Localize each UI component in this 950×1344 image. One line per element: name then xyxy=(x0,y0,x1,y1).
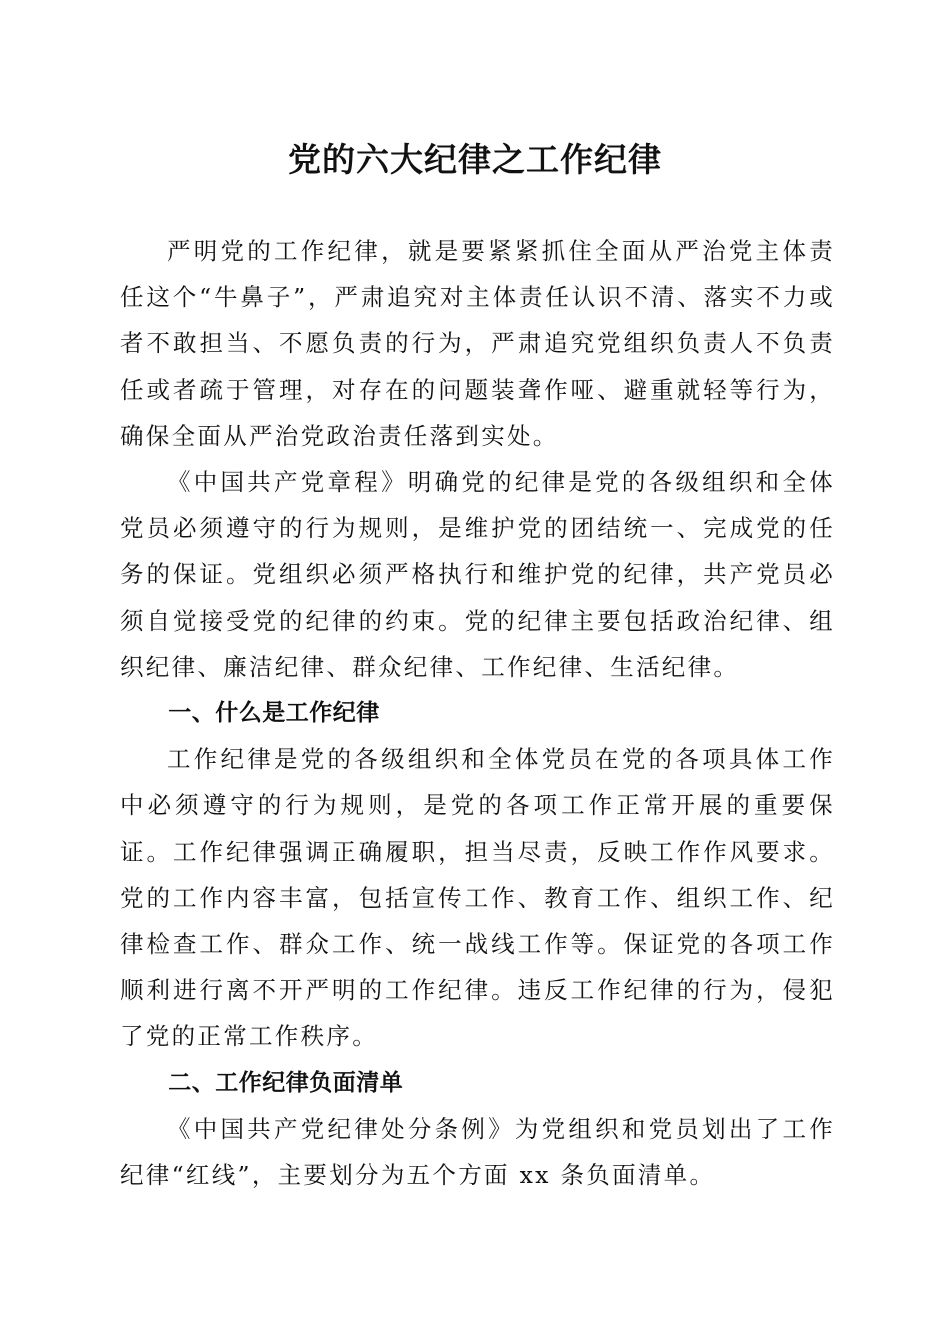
document-title: 党的六大纪律之工作纪律 xyxy=(288,140,662,179)
section-heading-what-is: 一、什么是工作纪律 xyxy=(168,700,380,727)
document-body xyxy=(120,228,835,1198)
paragraph-regulations: 《中国共产党纪律处分条例》为党组织和党员划出了工作纪律“红线”，主要划分为五个方面 xx 条负面清单。 xyxy=(120,1114,835,1190)
paragraph-intro: 严明党的工作纪律，就是要紧紧抓住全面从严治党主体责任这个“牛鼻子”，严肃追究对主体责任认识不清、落实不力或者不敢担当、不愿负责的行为，严肃追究党组织负责人不负责任或者疏于管理，对存在的问题装聋作哑、避重就轻等行为，确保全面从严治党政治责任落到实处。 xyxy=(120,237,835,450)
section-heading-negative-list: 二、工作纪律负面清单 xyxy=(168,1069,404,1096)
paragraph-party-constitution: 《中国共产党章程》明确党的纪律是党的各级组织和全体党员必须遵守的行为规则，是维护党的团结统一、完成党的任务的保证。党组织必须严格执行和维护党的纪律，共产党员必须自觉接受党的纪律的约束。党的纪律主要包括政治纪律、组织纪律、廉洁纪律、群众纪律、工作纪律、生活纪律。 xyxy=(120,468,835,681)
paragraph-definition: 工作纪律是党的各级组织和全体党员在党的各项具体工作中必须遵守的行为规则，是党的各项工作正常开展的重要保证。工作纪律强调正确履职，担当尽责，反映工作作风要求。党的工作内容丰富，包括宣传工作、教育工作、组织工作、纪律检查工作、群众工作、统一战线工作等。保证党的各项工作顺利进行离不开严明的工作纪律。违反工作纪律的行为，侵犯了党的正常工作秩序。 xyxy=(120,745,835,1051)
